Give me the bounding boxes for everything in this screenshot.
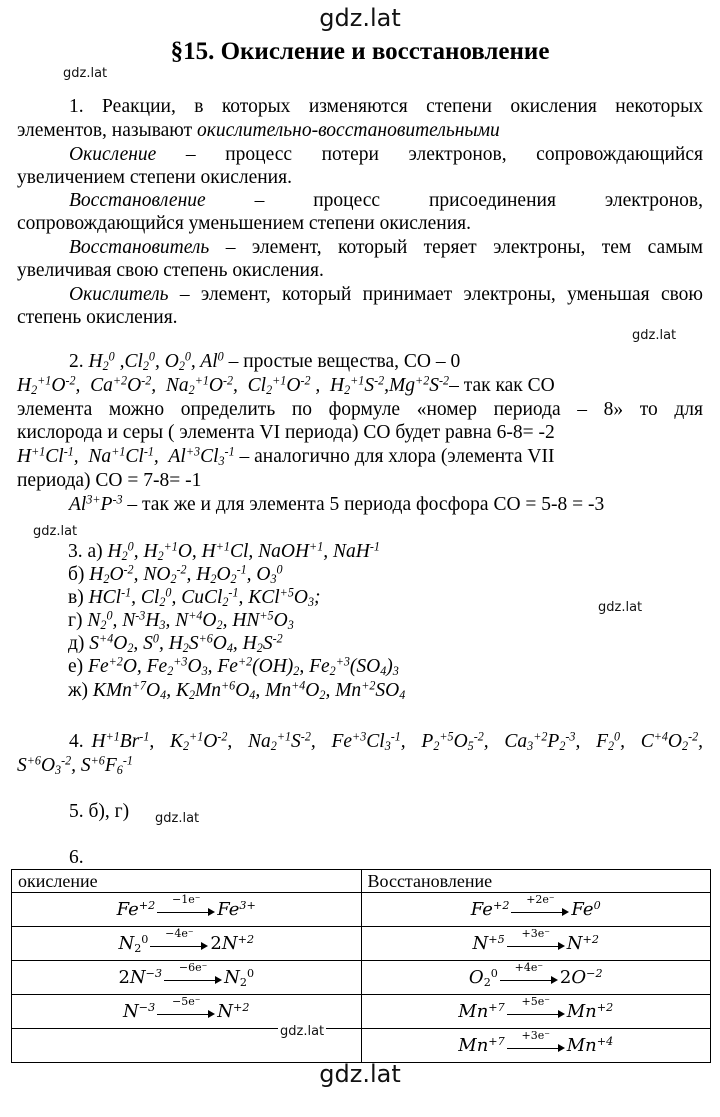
s2-line4: кислорода и серы ( элемента VI периода) СО будет равна 6-8= -2 — [17, 422, 555, 443]
watermark-small: gdz.lat — [280, 1024, 325, 1039]
watermark-small: gdz.lat — [598, 600, 643, 615]
watermark-small: gdz.lat — [33, 524, 78, 539]
table-header-oxidation: окисление — [12, 870, 362, 893]
s3-item-zh: ж) $KMn^{+7}O_4$, $K_2Mn^{+6}O_4$, $Mn^{+4}O_2$, $Mn^{+2}SO_4$ — [68, 678, 406, 703]
s3-item-a: 3. а) $H_2^0$, $H_2^{+1}O$, $H^{+1}Cl$, NaOH$^{+1}$, NaH$^{-1}$ — [68, 539, 380, 564]
watermark-small: gdz.lat — [155, 811, 200, 826]
table-row — [12, 961, 711, 995]
eq-red-5: $Mn^{+7}$ +3e− $Mn^{+4}$ — [361, 1029, 711, 1063]
s1-def-reduction-cont: сопровождающийся уменьшением степени окисления. — [17, 213, 471, 234]
s3-item-d: д) $S^{+4}O_2$, $S^0$, $H_2S^{+6}O_4$, $H_2S^{-2}$ — [68, 631, 283, 656]
table-header-reduction: Восстановление — [361, 870, 711, 893]
watermark-bottom: gdz.lat — [319, 1060, 401, 1088]
s3-item-g: г) $N_2^0$, $N^{-3}H_3$, $N^{+4}O_2$, $HN^{+5}O_3$ — [68, 608, 294, 633]
eq-red-3: $O_2^0$ +4e− $2O^{-2}$ — [361, 961, 711, 995]
s2-line7: $Al^{3+}P^{-3}$ – так же и для элемента 5 периода фосфора СО = 5-8 = -3 — [69, 492, 605, 515]
s1-def-reducer-cont: увеличивая свою степень окисления. — [17, 260, 324, 281]
table-row — [12, 893, 711, 927]
s2-line3: элемента можно определить по формуле «номер периода – 8» то для — [17, 399, 703, 420]
table-row — [12, 995, 711, 1029]
watermark-small: gdz.lat — [632, 328, 677, 343]
s3-item-b: б) $H_2O^{-2}$, $NO_2^{-2}$, $H_2O_2^{-1}$, $O_3^0$ — [68, 562, 283, 587]
s2-line2: $H_2^{+1}O^{-2}$, $Ca^{+2}O^{-2}$, $Na_2^{+1}O^{-2}$, $Cl_2^{+1}O^{-2}$ , $H_2^{+1}S^{-2},Mg^{+2}S^{-2}-$ так как СО — [17, 373, 555, 398]
eq-ox-4: $N^{-3}$ −5e− $N^{+2}$ — [12, 995, 362, 1029]
s2-line6: периода) СО = 7-8= -1 — [17, 470, 202, 491]
s1-def-oxidation-cont: увеличением степени окисления. — [17, 167, 292, 188]
watermark-top: gdz.lat — [319, 4, 401, 32]
s3-item-v: в) HCl$^{-1}$, $Cl_2^0$, CuCl$_2^{-1}$, $KCl^{+5}O_3$; — [68, 585, 321, 610]
table-row — [12, 1029, 711, 1063]
table-row — [12, 927, 711, 961]
s2-line1: 2. $H_2^0$ $,Cl_2^0$, $O_2^0$, Al$^0$ – простые вещества, СО – 0 — [69, 349, 461, 374]
s1-def-oxidation: Окисление – процесс потери электронов, сопровождающийся — [69, 144, 703, 165]
s1-line1: 1. Реакции, в которых изменяются степени окисления некоторых — [69, 96, 703, 117]
s4-line2: $S^{+6}O_3^{-2}$, $S^{+6}F_6^{-1}$ — [17, 753, 133, 778]
s6-label: 6. — [69, 847, 84, 868]
s1-line2: элементов, называют окислительно-восстановительными — [17, 120, 500, 141]
s1-def-oxidizer: Окислитель – элемент, который принимает электроны, уменьшая свою — [69, 284, 703, 305]
eq-ox-1: $Fe^{+2}$ −1e− $Fe^{3+}$ — [12, 893, 362, 927]
redox-table — [11, 869, 711, 1063]
s1-def-reducer: Восстановитель – элемент, который теряет электроны, тем самым — [69, 237, 703, 258]
s3-item-e: е) $Fe^{+2}O$, $Fe_2^{+3}O_3$, $Fe^{+2}(OH)_2$, $Fe_2^{+3}(SO_4)_3$ — [68, 654, 399, 679]
eq-ox-3: $2N^{-3}$ −6e− $N_2^0$ — [12, 961, 362, 995]
eq-red-1: $Fe^{+2}$ +2e− Fe$^0$ — [361, 893, 711, 927]
eq-ox-2: $N_2^0$ −4e− $2N^{+2}$ — [12, 927, 362, 961]
s1-def-reduction: Восстановление – процесс присоединения электронов, — [69, 190, 703, 211]
page-title: §15. Окисление и восстановление — [170, 38, 550, 65]
s4-line1: 4. $H^{+1}Br^{-1}$, $K_2^{+1}O^{-2}$, $Na_2^{+1}S^{-2}$, $Fe^{+3}Cl_3^{-1}$, $P_2^{+5}O_5^{-2}$, $Ca_3^{+2}P_2^{-3}$, $F_2^0$, $C^{+4}O_2^{-2}$, — [69, 729, 703, 754]
s1-def-oxidizer-cont: степень окисления. — [17, 307, 178, 328]
watermark-small: gdz.lat — [63, 66, 108, 81]
s5-answer: 5. б), г) — [69, 801, 130, 822]
s2-line5: $H^{+1}Cl^{-1}$, $Na^{+1}Cl^{-1}$, $Al^{+3}Cl_3^{-1}$ – аналогично для хлора (элемента VII — [17, 444, 555, 469]
eq-red-4: $Mn^{+7}$ +5e− $Mn^{+2}$ — [361, 995, 711, 1029]
eq-red-2: $N^{+5}$ +3e− $N^{+2}$ — [361, 927, 711, 961]
